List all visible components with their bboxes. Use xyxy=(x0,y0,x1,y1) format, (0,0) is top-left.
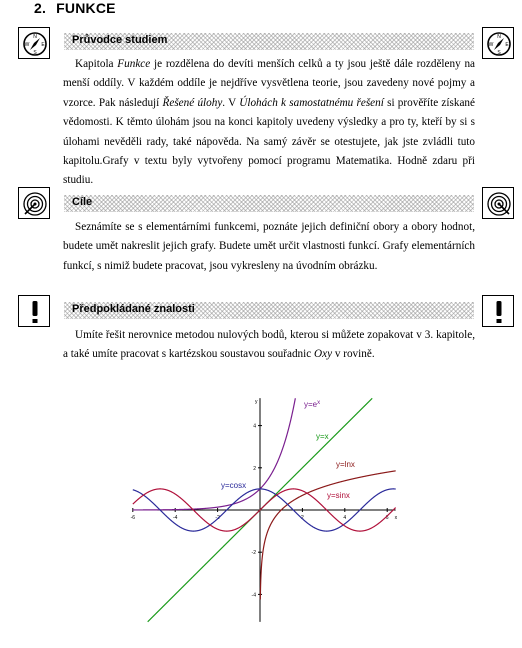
text-run: Kapitola xyxy=(75,58,118,70)
svg-text:W: W xyxy=(488,42,494,48)
emphasis-text: Oxy xyxy=(314,348,333,361)
series-label: $y=e^x$ xyxy=(304,400,321,409)
text-run: Seznámíte se s elementárními funkcemi, poznáte jejich definiční obory a obory hodnot, budete umět nakreslit jejich grafy. Budete umět určit vlastnosti funkcí. Grafy elementárních funkcí, s nimiž budete pracovat, jsou vykresleny na úvodním obrázku. xyxy=(63,221,475,272)
x-tick-label: -6 xyxy=(130,515,136,521)
y-axis-label: y xyxy=(255,399,258,406)
text-run: Umíte řešit nerovnice metodou nulových bodů, kterou si můžete zopakovat v 3. kapitole, a také umíte pracovat s kartézskou soustavou souřadnic xyxy=(63,329,475,361)
svg-text:S: S xyxy=(497,50,501,56)
block-heading: Průvodce studiem xyxy=(72,34,168,46)
x-tick-label: -4 xyxy=(172,515,178,521)
svg-text:N: N xyxy=(33,34,37,40)
text-run: v rovině. xyxy=(332,348,375,361)
series-label: y=sinx xyxy=(327,491,350,500)
x-axis-label: x xyxy=(394,515,398,521)
svg-text:E: E xyxy=(505,42,509,48)
svg-text:S: S xyxy=(33,50,37,56)
text-run: je rozdělena do devíti menších celků a ty jsou ještě dále rozděleny na menší oddíly. V každém oddíle je nejdříve vysvětlena teorie, jsou zavedeny nové pojmy a vzorce. Pak následují xyxy=(63,58,475,109)
svg-text:E: E xyxy=(41,42,45,48)
x-tick-label: 2 xyxy=(301,515,304,521)
svg-text:W: W xyxy=(24,42,30,48)
x-tick-label: -2 xyxy=(215,515,220,521)
series-label: y=lnx xyxy=(336,460,355,469)
block-heading: Předpokládané znalosti xyxy=(72,303,195,315)
text-run: . V xyxy=(222,96,240,109)
y-tick-label: 2 xyxy=(253,465,256,472)
series-exp-line xyxy=(133,398,296,510)
block-heading: Cíle xyxy=(72,196,93,208)
section-title: FUNKCE xyxy=(56,0,116,16)
y-tick-label: -4 xyxy=(251,592,256,599)
emphasis-text: Funkce xyxy=(117,58,151,70)
svg-text:N: N xyxy=(497,34,501,40)
x-tick-label: 4 xyxy=(343,515,347,521)
y-tick-label: -2 xyxy=(251,550,256,557)
series-label: y=cosx xyxy=(221,481,247,490)
emphasis-text: Řešené úlohy xyxy=(162,96,223,109)
series-label: y=x xyxy=(316,432,329,441)
emphasis-text: Úlohách k samostatnému řešení xyxy=(239,96,384,109)
section-number: 2. xyxy=(34,0,47,16)
x-tick-label: 6 xyxy=(385,515,389,521)
text-run: si prověříte získané vědomosti. K těmto úlohám jsou na konci kapitoly uvedeny výsledky a pro ty, kteří by si s úlohami nevěděli rady, také nápověda. Na samý závěr se otestujete, jak jste zvládli tuto kapitolu.Grafy v textu byly vytvořeny pomocí programu Matematika. Hodně zdaru při studiu. xyxy=(63,96,475,187)
y-tick-label: 4 xyxy=(253,423,256,430)
